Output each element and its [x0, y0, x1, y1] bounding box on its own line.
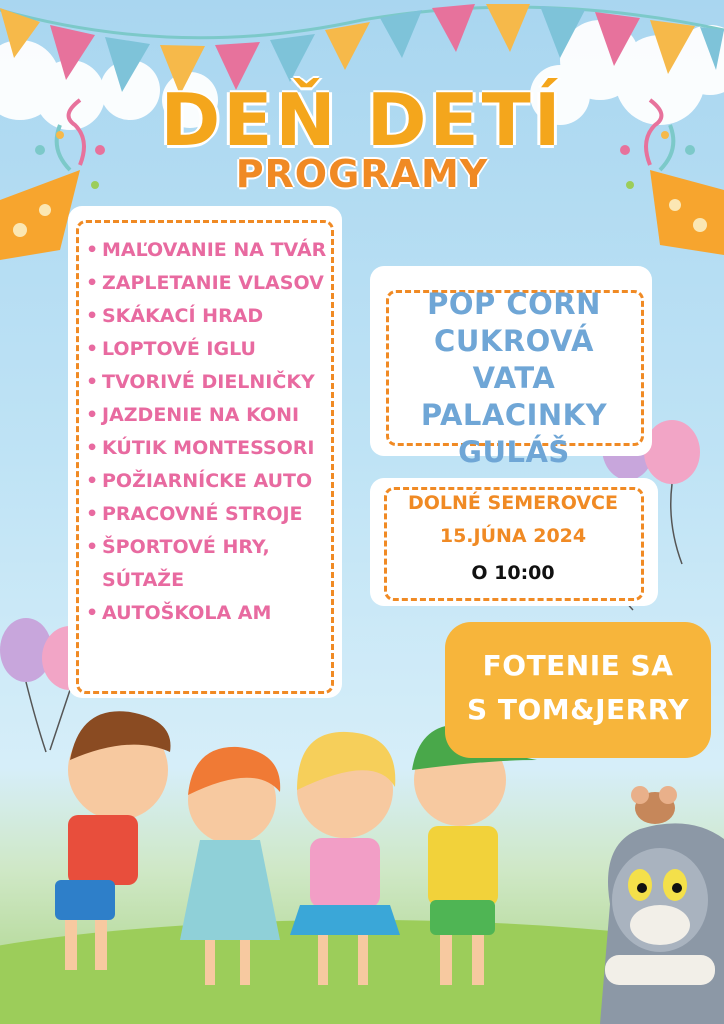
list-item: • KÚTIK MONTESSORI: [86, 432, 326, 465]
list-item: • ŠPORTOVÉ HRY,: [86, 531, 326, 564]
list-item: • AUTOŠKOLA AM: [86, 597, 326, 630]
list-item: • POŽIARNÍCKE AUTO: [86, 465, 326, 498]
photo-line-1: FOTENIE SA: [482, 649, 674, 682]
list-item: • MAĽOVANIE NA TVÁR: [86, 234, 326, 267]
tom-and-jerry-illustration: [600, 786, 724, 1024]
list-item: • TVORIVÉ DIELNIČKY: [86, 366, 326, 399]
list-item: SÚTAŽE: [102, 569, 185, 591]
event-time: O 10:00: [471, 562, 555, 584]
event-location: DOLNÉ SEMEROVCE: [408, 492, 618, 514]
list-item: • ZAPLETANIE VLASOV: [86, 267, 326, 300]
list-item: • LOPTOVÉ IGLU: [86, 333, 326, 366]
list-item: • JAZDENIE NA KONI: [86, 399, 326, 432]
photo-line-2: S TOM&JERRY: [466, 693, 689, 726]
food-item: POP CORN: [427, 287, 601, 321]
list-item: • SKÁKACÍ HRAD: [86, 300, 326, 333]
photo-banner: [445, 622, 711, 758]
food-item: CUKROVÁ VATA: [434, 324, 594, 395]
event-date: 15.JÚNA 2024: [439, 525, 587, 547]
program-list: [86, 234, 326, 630]
page-subtitle: PROGRAMY: [235, 152, 489, 196]
list-item: • PRACOVNÉ STROJE: [86, 498, 326, 531]
page-title: DEŇ DETÍ: [160, 78, 564, 162]
food-item: GULÁŠ: [458, 435, 570, 469]
food-item: PALACINKY: [420, 398, 608, 432]
food-list: [388, 286, 640, 471]
